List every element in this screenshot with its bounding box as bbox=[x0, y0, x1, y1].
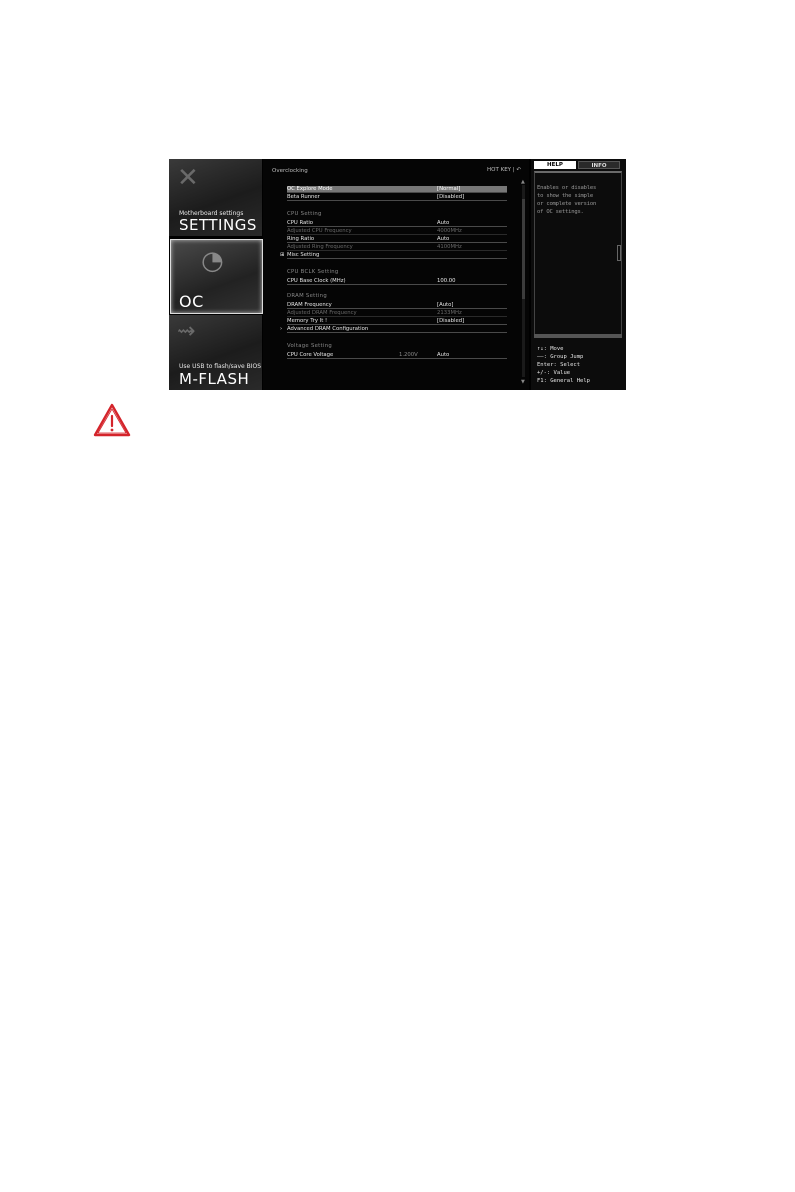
row-current-value: 1.200V bbox=[399, 352, 418, 358]
key-legend bbox=[537, 345, 590, 385]
row-value: 100.00 bbox=[437, 278, 456, 284]
row-adjusted-ring-frequency bbox=[287, 244, 507, 251]
row-dram-frequency[interactable] bbox=[287, 302, 507, 309]
help-line: of OC settings. bbox=[537, 209, 584, 215]
section-cpu-setting: CPU Setting bbox=[287, 211, 322, 217]
row-adjusted-dram-frequency bbox=[287, 310, 507, 317]
row-adjusted-cpu-frequency bbox=[287, 228, 507, 235]
tools-icon: ✕ bbox=[177, 163, 199, 193]
key-enter: Enter: Select bbox=[537, 362, 581, 368]
row-value: 4000MHz bbox=[437, 228, 462, 234]
help-scroll-icon bbox=[617, 245, 621, 261]
row-value: 2133MHz bbox=[437, 310, 462, 316]
warning-triangle-icon bbox=[93, 403, 131, 437]
row-cpu-base-clock[interactable] bbox=[287, 278, 507, 285]
help-line: or complete version bbox=[537, 201, 597, 207]
row-value: Auto bbox=[437, 236, 450, 242]
row-advanced-dram-configuration[interactable] bbox=[280, 326, 507, 333]
section-dram-setting: DRAM Setting bbox=[287, 293, 327, 299]
gauge-icon: ◔ bbox=[201, 246, 224, 276]
row-value: [Disabled] bbox=[437, 194, 465, 200]
row-value: [Auto] bbox=[437, 302, 454, 308]
row-value: Auto bbox=[437, 220, 450, 226]
row-label: CPU Core Voltage bbox=[287, 352, 334, 358]
key-value: +/-: Value bbox=[537, 370, 571, 376]
row-label: Advanced DRAM Configuration bbox=[287, 326, 369, 332]
mflash-title: M-FLASH bbox=[179, 370, 250, 388]
tab-info[interactable]: INFO bbox=[578, 161, 620, 169]
settings-subtitle: Motherboard settings bbox=[179, 210, 244, 217]
row-label: OC Explore Mode bbox=[287, 186, 333, 192]
sidebar-settings[interactable] bbox=[169, 159, 262, 236]
scroll-down-icon: ▼ bbox=[521, 379, 525, 385]
expand-icon: ⊞ bbox=[280, 252, 285, 258]
row-label: Beta Runner bbox=[287, 194, 320, 200]
row-label: CPU Base Clock (MHz) bbox=[287, 278, 346, 284]
scrollbar[interactable] bbox=[521, 179, 525, 385]
row-value: [Disabled] bbox=[437, 318, 465, 324]
row-misc-setting[interactable] bbox=[280, 252, 507, 259]
row-beta-runner[interactable] bbox=[287, 194, 507, 201]
help-line: Enables or disables bbox=[537, 185, 597, 191]
row-cpu-core-voltage[interactable] bbox=[287, 352, 507, 359]
row-value: 4100MHz bbox=[437, 244, 462, 250]
sidebar-oc[interactable] bbox=[170, 239, 263, 314]
row-label: Adjusted CPU Frequency bbox=[287, 228, 352, 234]
help-line: to show the simple bbox=[537, 193, 594, 199]
hotkey-label[interactable]: HOT KEY | ↶ bbox=[487, 167, 521, 173]
row-memory-try-it[interactable] bbox=[287, 318, 507, 325]
row-label: Adjusted DRAM Frequency bbox=[287, 310, 357, 316]
row-cpu-ratio[interactable] bbox=[287, 220, 507, 227]
help-text bbox=[537, 184, 617, 216]
usb-icon: ⇝ bbox=[177, 319, 196, 344]
sidebar-mflash[interactable] bbox=[169, 315, 262, 390]
row-value: Auto bbox=[437, 352, 450, 358]
section-cpu-bclk-setting: CPU BCLK Setting bbox=[287, 269, 339, 275]
help-panel bbox=[531, 159, 626, 390]
row-ring-ratio[interactable] bbox=[287, 236, 507, 243]
row-label: Misc Setting bbox=[287, 252, 320, 258]
help-divider bbox=[534, 334, 622, 338]
row-label: Ring Ratio bbox=[287, 236, 315, 242]
bios-screenshot bbox=[169, 159, 626, 390]
oc-settings-panel bbox=[263, 159, 529, 390]
row-label: DRAM Frequency bbox=[287, 302, 332, 308]
tab-help[interactable]: HELP bbox=[534, 161, 576, 169]
submenu-arrow-icon: › bbox=[280, 326, 283, 332]
key-move: ↑↓: Move bbox=[537, 346, 564, 352]
settings-title: SETTINGS bbox=[179, 216, 257, 234]
scrollbar-thumb[interactable] bbox=[522, 199, 525, 299]
row-label: CPU Ratio bbox=[287, 220, 314, 226]
row-label: Memory Try It ! bbox=[287, 318, 328, 324]
scroll-up-icon: ▲ bbox=[521, 179, 525, 185]
key-general-help: F1: General Help bbox=[537, 378, 590, 384]
key-group-jump: ——: Group Jump bbox=[537, 354, 584, 360]
panel-title: Overclocking bbox=[272, 168, 308, 174]
row-label: Adjusted Ring Frequency bbox=[287, 244, 353, 250]
oc-title: OC bbox=[179, 292, 204, 311]
row-oc-explore-mode[interactable] bbox=[287, 186, 507, 193]
section-voltage-setting: Voltage Setting bbox=[287, 343, 333, 349]
row-value: [Normal] bbox=[437, 186, 461, 192]
mflash-subtitle: Use USB to flash/save BIOS bbox=[179, 363, 262, 370]
